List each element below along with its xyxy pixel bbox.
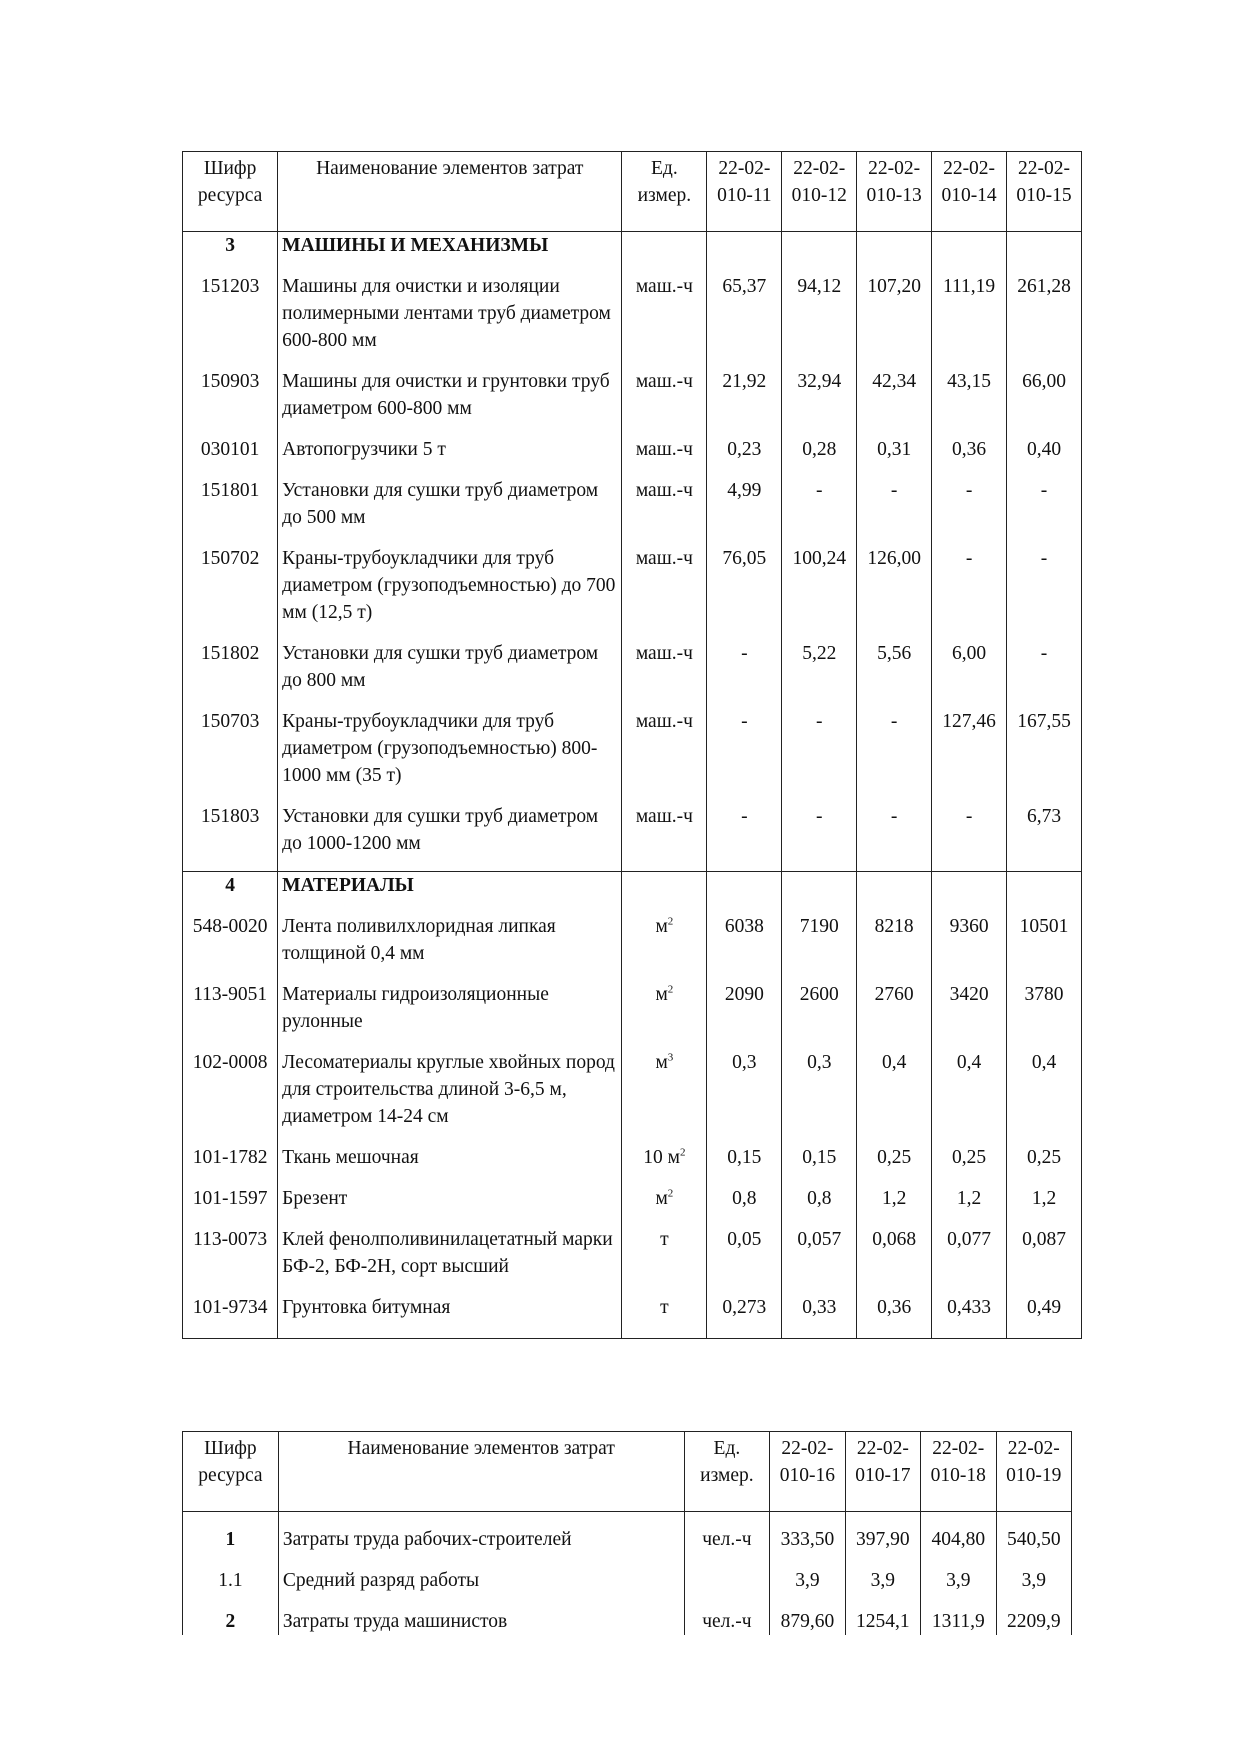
resource-code: 113-0073 [183, 1212, 278, 1280]
resource-code: 102-0008 [183, 1035, 278, 1130]
norm-value: 0,273 [707, 1280, 782, 1339]
norm-value: 3,9 [996, 1553, 1071, 1594]
header-unit-line1: Ед. [713, 1438, 741, 1459]
norm-value: 4,99 [707, 463, 782, 531]
table-row [183, 1594, 1072, 1635]
resource-code: 101-1597 [183, 1171, 278, 1212]
empty-cell [782, 232, 857, 260]
norm-value: 10501 [1007, 899, 1082, 967]
unit-cell [684, 1594, 770, 1635]
header-norm-code-line2: 010-19 [1006, 1465, 1062, 1486]
resource-name: Затраты труда рабочих-строителей [278, 1512, 684, 1554]
norm-value: 0,3 [707, 1035, 782, 1130]
norm-value: - [857, 789, 932, 872]
norm-value: 0,40 [1007, 422, 1082, 463]
header-norm-code-line2: 010-15 [1016, 185, 1072, 206]
unit-cell [622, 354, 707, 422]
resource-name: Автопогрузчики 5 т [278, 422, 622, 463]
norm-value: 540,50 [996, 1512, 1071, 1554]
header-norm-code-line2: 010-11 [717, 185, 772, 206]
header-norm-code [932, 152, 1007, 232]
unit-text: м [655, 984, 668, 1005]
table-row [183, 354, 1082, 422]
norm-value: 1254,1 [845, 1594, 920, 1635]
unit-text: 10 м [643, 1147, 680, 1168]
header-norm-code-line1: 22-02- [932, 1438, 985, 1459]
header-row [183, 1432, 1072, 1512]
header-norm-code-line2: 010-18 [930, 1465, 986, 1486]
empty-cell [932, 232, 1007, 260]
resource-code: 101-1782 [183, 1130, 278, 1171]
norm-value: 3,9 [921, 1553, 996, 1594]
unit-exponent: 2 [667, 983, 674, 996]
header-norm-code-line1: 22-02- [1007, 1438, 1060, 1459]
norm-value: 261,28 [1007, 259, 1082, 354]
section-row [183, 232, 1082, 260]
norm-value: 0,36 [857, 1280, 932, 1339]
header-norm-code-line2: 010-12 [791, 185, 847, 206]
section-row [183, 872, 1082, 900]
table-row [183, 967, 1082, 1035]
resource-name: Лесоматериалы круглые хвойных пород для строительства длиной 3-6,5 м, диаметром 14-24 см [278, 1035, 622, 1130]
header-code [183, 1432, 279, 1512]
unit-cell [622, 259, 707, 354]
resource-name: Грунтовка битумная [278, 1280, 622, 1339]
norm-value: 107,20 [857, 259, 932, 354]
unit-cell [622, 789, 707, 872]
unit-text: чел.-ч [702, 1611, 752, 1632]
norm-value: 2090 [707, 967, 782, 1035]
resource-code: 1.1 [183, 1553, 279, 1594]
norm-value: 3420 [932, 967, 1007, 1035]
header-unit-line2: измер. [700, 1465, 754, 1486]
unit-cell [622, 422, 707, 463]
resource-code: 113-9051 [183, 967, 278, 1035]
norm-value: 126,00 [857, 531, 932, 626]
resource-code: 150702 [183, 531, 278, 626]
unit-text: т [660, 1229, 669, 1250]
norm-value: 6,73 [1007, 789, 1082, 872]
norm-value: 1,2 [1007, 1171, 1082, 1212]
norm-value: - [932, 789, 1007, 872]
norm-value: - [932, 531, 1007, 626]
norm-value: 111,19 [932, 259, 1007, 354]
unit-text: маш.-ч [635, 371, 693, 392]
resource-table-1 [182, 151, 1082, 1339]
norm-value: 5,22 [782, 626, 857, 694]
resource-name: Ткань мешочная [278, 1130, 622, 1171]
norm-value: 2760 [857, 967, 932, 1035]
header-norm-code-line1: 22-02- [781, 1438, 834, 1459]
norm-value: - [707, 694, 782, 789]
unit-cell [684, 1512, 770, 1554]
norm-value: 0,25 [1007, 1130, 1082, 1171]
header-norm-code-line2: 010-17 [855, 1465, 911, 1486]
resource-name: Средний разряд работы [278, 1553, 684, 1594]
header-norm-code [782, 152, 857, 232]
section-number: 3 [183, 232, 278, 260]
header-norm-code-line1: 22-02- [943, 158, 996, 179]
norm-value: 404,80 [921, 1512, 996, 1554]
norm-value: 0,4 [1007, 1035, 1082, 1130]
norm-value: 2209,9 [996, 1594, 1071, 1635]
empty-cell [782, 872, 857, 900]
norm-value: - [707, 789, 782, 872]
norm-value: - [782, 789, 857, 872]
table-row [183, 259, 1082, 354]
norm-value: - [857, 463, 932, 531]
resource-name: Клей фенолполивинилацетатный марки БФ-2, БФ-2Н, сорт высший [278, 1212, 622, 1280]
resource-code: 101-9734 [183, 1280, 278, 1339]
unit-text: маш.-ч [635, 276, 693, 297]
table-row [183, 531, 1082, 626]
norm-value: 1,2 [857, 1171, 932, 1212]
header-code-line2: ресурса [197, 185, 263, 206]
unit-cell [622, 1212, 707, 1280]
resource-code: 151801 [183, 463, 278, 531]
norm-value: 6038 [707, 899, 782, 967]
table-row [183, 694, 1082, 789]
header-norm-code-line1: 22-02- [868, 158, 921, 179]
resource-name: Установки для сушки труб диаметром до 800 мм [278, 626, 622, 694]
table-row [183, 1171, 1082, 1212]
unit-cell [622, 694, 707, 789]
empty-cell [707, 872, 782, 900]
header-norm-code [707, 152, 782, 232]
header-norm-code-line1: 22-02- [718, 158, 771, 179]
norm-value: - [782, 463, 857, 531]
norm-value: 66,00 [1007, 354, 1082, 422]
unit-text: м [655, 916, 668, 937]
norm-value: 0,31 [857, 422, 932, 463]
unit-text: маш.-ч [635, 643, 693, 664]
norm-value: 3,9 [770, 1553, 845, 1594]
unit-exponent: 2 [667, 915, 674, 928]
resource-code: 151802 [183, 626, 278, 694]
norm-value: - [707, 626, 782, 694]
resource-name: Установки для сушки труб диаметром до 1000-1200 мм [278, 789, 622, 872]
resource-name: Затраты труда машинистов [278, 1594, 684, 1635]
header-norm-code-line1: 22-02- [793, 158, 846, 179]
unit-cell [622, 899, 707, 967]
header-norm-code [1007, 152, 1082, 232]
resource-name: Машины для очистки и изоляции полимерными лентами труб диаметром 600-800 мм [278, 259, 622, 354]
norm-value: 65,37 [707, 259, 782, 354]
empty-cell [622, 232, 707, 260]
header-code-line2: ресурса [198, 1465, 263, 1486]
table-row [183, 789, 1082, 872]
norm-value: 0,05 [707, 1212, 782, 1280]
header-norm-code-line1: 22-02- [1018, 158, 1070, 179]
resource-name: Лента поливилхлоридная липкая толщиной 0,4 мм [278, 899, 622, 967]
table-row [183, 1280, 1082, 1339]
norm-value: 0,068 [857, 1212, 932, 1280]
norm-value: 0,23 [707, 422, 782, 463]
table-row [183, 1512, 1072, 1554]
table-row [183, 1035, 1082, 1130]
unit-cell [684, 1553, 770, 1594]
norm-value: 167,55 [1007, 694, 1082, 789]
section-title: МАТЕРИАЛЫ [278, 872, 622, 900]
norm-value: 0,36 [932, 422, 1007, 463]
header-unit-line2: измер. [637, 185, 692, 206]
norm-value: 397,90 [845, 1512, 920, 1554]
resource-code: 151203 [183, 259, 278, 354]
empty-cell [857, 232, 932, 260]
norm-value: 5,56 [857, 626, 932, 694]
header-name-text: Наименование элементов затрат [316, 158, 584, 179]
norm-value: 21,92 [707, 354, 782, 422]
header-code [183, 152, 278, 232]
norm-value: 3,9 [845, 1553, 920, 1594]
norm-value: 32,94 [782, 354, 857, 422]
resource-code: 548-0020 [183, 899, 278, 967]
header-norm-code-line2: 010-14 [941, 185, 997, 206]
header-norm-code [996, 1432, 1071, 1512]
norm-value: 8218 [857, 899, 932, 967]
norm-value: 0,15 [782, 1130, 857, 1171]
unit-text: маш.-ч [635, 548, 693, 569]
unit-exponent: 2 [667, 1187, 674, 1200]
header-norm-code-line1: 22-02- [856, 1438, 909, 1459]
unit-text: м [655, 1052, 668, 1073]
empty-cell [857, 872, 932, 900]
table-row [183, 1212, 1082, 1280]
norm-value: 2600 [782, 967, 857, 1035]
unit-text: маш.-ч [635, 480, 693, 501]
norm-value: 1,2 [932, 1171, 1007, 1212]
norm-value: 3780 [1007, 967, 1082, 1035]
header-unit [622, 152, 707, 232]
header-norm-code [921, 1432, 996, 1512]
resource-name: Материалы гидроизоляционные рулонные [278, 967, 622, 1035]
norm-value: 42,34 [857, 354, 932, 422]
unit-text: маш.-ч [635, 711, 693, 732]
header-norm-code-line2: 010-13 [866, 185, 922, 206]
header-name [278, 1432, 684, 1512]
norm-value: - [932, 463, 1007, 531]
norm-value: - [1007, 626, 1082, 694]
resource-code: 1 [183, 1512, 279, 1554]
resource-name: Краны-трубоукладчики для труб диаметром (грузоподъемностью) 800-1000 мм (35 т) [278, 694, 622, 789]
norm-value: 0,25 [857, 1130, 932, 1171]
norm-value: 100,24 [782, 531, 857, 626]
norm-value: 0,8 [707, 1171, 782, 1212]
norm-value: 0,057 [782, 1212, 857, 1280]
unit-cell [622, 1130, 707, 1171]
empty-cell [707, 232, 782, 260]
norm-value: 0,3 [782, 1035, 857, 1130]
table-row [183, 422, 1082, 463]
unit-text: м [655, 1188, 668, 1209]
unit-exponent: 2 [679, 1146, 686, 1159]
header-norm-code [845, 1432, 920, 1512]
resource-name: Установки для сушки труб диаметром до 500 мм [278, 463, 622, 531]
header-name [278, 152, 622, 232]
resource-table-2 [182, 1431, 1072, 1635]
empty-cell [1007, 232, 1082, 260]
norm-value: 0,087 [1007, 1212, 1082, 1280]
norm-value: 76,05 [707, 531, 782, 626]
unit-cell [622, 626, 707, 694]
section-number: 4 [183, 872, 278, 900]
table-row [183, 1553, 1072, 1594]
table-row [183, 1130, 1082, 1171]
unit-exponent: 3 [667, 1051, 674, 1064]
empty-cell [1007, 872, 1082, 900]
header-unit-line1: Ед. [651, 158, 678, 179]
section-title: МАШИНЫ И МЕХАНИЗМЫ [278, 232, 622, 260]
resource-code: 150903 [183, 354, 278, 422]
unit-cell [622, 1035, 707, 1130]
unit-cell [622, 967, 707, 1035]
norm-value: 9360 [932, 899, 1007, 967]
norm-value: 879,60 [770, 1594, 845, 1635]
table-row [183, 463, 1082, 531]
norm-value: 0,4 [932, 1035, 1007, 1130]
norm-value: - [1007, 531, 1082, 626]
norm-value: 0,49 [1007, 1280, 1082, 1339]
resource-code: 150703 [183, 694, 278, 789]
header-name-text: Наименование элементов затрат [347, 1438, 615, 1459]
norm-value: 1311,9 [921, 1594, 996, 1635]
resource-code: 2 [183, 1594, 279, 1635]
header-norm-code-line2: 010-16 [779, 1465, 836, 1486]
empty-cell [622, 872, 707, 900]
resource-name: Брезент [278, 1171, 622, 1212]
unit-text: т [660, 1297, 669, 1318]
norm-value: 0,8 [782, 1171, 857, 1212]
norm-value: 43,15 [932, 354, 1007, 422]
unit-cell [622, 463, 707, 531]
header-row [183, 152, 1082, 232]
norm-value: 0,15 [707, 1130, 782, 1171]
unit-text: маш.-ч [635, 439, 693, 460]
resource-name: Машины для очистки и грунтовки труб диаметром 600-800 мм [278, 354, 622, 422]
norm-value: - [1007, 463, 1082, 531]
unit-cell [622, 531, 707, 626]
norm-value: 0,433 [932, 1280, 1007, 1339]
norm-value: 7190 [782, 899, 857, 967]
resource-code: 151803 [183, 789, 278, 872]
unit-text: чел.-ч [702, 1529, 752, 1550]
empty-cell [932, 872, 1007, 900]
unit-text: маш.-ч [635, 806, 693, 827]
header-norm-code [857, 152, 932, 232]
norm-value: - [782, 694, 857, 789]
norm-value: 0,4 [857, 1035, 932, 1130]
norm-value: 0,33 [782, 1280, 857, 1339]
norm-value: 333,50 [770, 1512, 845, 1554]
header-norm-code [770, 1432, 845, 1512]
unit-cell [622, 1171, 707, 1212]
norm-value: 6,00 [932, 626, 1007, 694]
header-code-line1: Шифр [204, 1438, 257, 1459]
unit-cell [622, 1280, 707, 1339]
resource-code: 030101 [183, 422, 278, 463]
table-row [183, 899, 1082, 967]
resource-name: Краны-трубоукладчики для труб диаметром (грузоподъемностью) до 700 мм (12,5 т) [278, 531, 622, 626]
table-row [183, 626, 1082, 694]
norm-value: 94,12 [782, 259, 857, 354]
norm-value: - [857, 694, 932, 789]
header-code-line1: Шифр [203, 158, 257, 179]
header-unit [684, 1432, 770, 1512]
norm-value: 0,077 [932, 1212, 1007, 1280]
norm-value: 0,28 [782, 422, 857, 463]
norm-value: 0,25 [932, 1130, 1007, 1171]
norm-value: 127,46 [932, 694, 1007, 789]
